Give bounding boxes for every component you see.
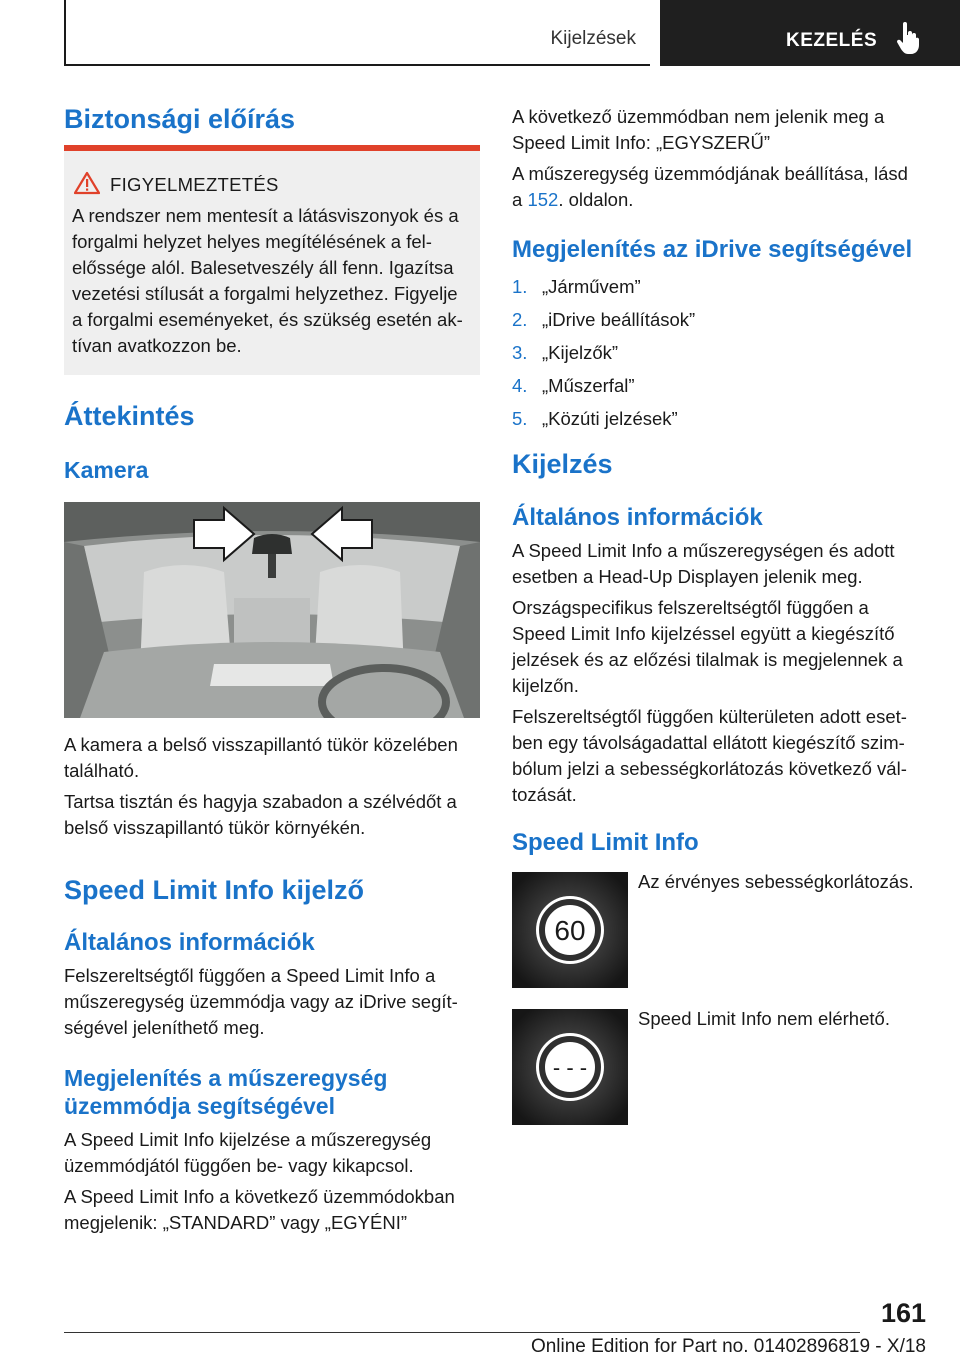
warning-line: előssége alól. Balesetveszély áll fenn. Igazítsa [72, 257, 454, 278]
text-line: esetben a Head-Up Displayen jelenik meg. [512, 566, 863, 587]
header-chapter-label: KEZELÉS [786, 30, 878, 51]
header-chapter-tab [660, 0, 960, 66]
step-text: „iDrive beállítások” [542, 309, 696, 330]
overview-heading: Áttekintés [64, 401, 195, 431]
text-line: kijelzőn. [512, 675, 579, 696]
header-section-title: Kijelzések [550, 28, 636, 49]
text-line: Speed Limit Info: „EGYSZERŰ” [512, 132, 771, 153]
general-info-text-2 [512, 595, 926, 699]
speed-limit-sign-icon [512, 872, 628, 988]
text-line: belső visszapillantó tükör környékén. [64, 817, 366, 838]
list-item [512, 270, 926, 303]
idrive-steps-list [512, 270, 926, 435]
display-heading: Kijelzés [512, 449, 613, 479]
text-line: A Speed Limit Info a következő üzemmódokban [64, 1186, 455, 1207]
safety-heading: Biztonsági előírás [64, 104, 296, 134]
step-text: „Járművem” [542, 276, 641, 297]
speed-limit-description: Az érvényes sebességkorlátozás. [638, 871, 914, 892]
warning-line: tívan avatkozzon be. [72, 335, 242, 356]
sli-display-heading: Speed Limit Info kijelző [64, 875, 365, 905]
warning-line: A rendszer nem mentesít a látásviszonyok és a [72, 205, 459, 226]
camera-heading: Kamera [64, 457, 149, 483]
heading-line: Megjelenítés a műszeregység [64, 1065, 388, 1091]
text-line: bólum jelzi a sebességkorlátozás következő vál- [512, 758, 907, 779]
cluster-mode-heading [64, 1064, 387, 1120]
intro-text [512, 104, 926, 156]
general-info-heading-left: Általános információk [64, 929, 315, 956]
speed-limit-unavailable-image [512, 1009, 628, 1125]
text-line: jelzések és az előzési tilalmak is megjelennek a [512, 649, 903, 670]
text-line: megjelenik: „STANDARD” vagy „EGYÉNI” [64, 1212, 408, 1233]
speed-limit-unavailable-value: - - - [552, 1055, 588, 1080]
warning-box [64, 145, 480, 375]
step-number: 5. [512, 408, 528, 429]
list-item [512, 336, 926, 369]
text-line: Felszereltségtől függően külterületen adott eset- [512, 706, 907, 727]
cluster-mode-text-2 [64, 1184, 480, 1236]
list-item [512, 369, 926, 402]
step-text: „Kijelzők” [542, 342, 619, 363]
general-info-text-left [64, 963, 480, 1041]
warning-line: a forgalmi eseményeket, és szükség esetén ak- [72, 309, 463, 330]
text-line: üzemmódjától függően be- vagy kikapcsol. [64, 1155, 414, 1176]
page-number: 161 [880, 1298, 926, 1328]
step-number: 4. [512, 375, 528, 396]
general-info-heading-right: Általános információk [512, 504, 763, 531]
warning-line: vezetési stílusát a forgalmi helyzethez. Figyelje [72, 283, 458, 304]
warning-text [72, 203, 476, 359]
text-line: A következő üzemmódban nem jelenik meg a [512, 106, 885, 127]
camera-illustration [64, 502, 480, 718]
text-line: ségével jeleníthető meg. [64, 1017, 265, 1038]
footer-edition: Online Edition for Part no. 01402896819 - X/18 [530, 1336, 926, 1357]
text-line: tozását. [512, 784, 577, 805]
idrive-heading: Megjelenítés az iDrive segítségével [512, 236, 913, 263]
warning-bar [64, 145, 480, 151]
step-number: 3. [512, 342, 528, 363]
page-reference-link[interactable]: 152 [527, 189, 559, 210]
step-text: „Műszerfal” [542, 375, 635, 396]
text-line: A Speed Limit Info a műszeregységen és adott [512, 540, 895, 561]
pointing-hand-icon [896, 22, 920, 54]
speed-limit-value: 60 [554, 915, 586, 946]
cluster-reference-text [512, 161, 926, 213]
step-text: „Közúti jelzések” [542, 408, 678, 429]
text-line: A Speed Limit Info kijelzése a műszeregység [64, 1129, 432, 1150]
footer-rule [64, 1332, 860, 1333]
step-number: 1. [512, 276, 528, 297]
text-line: Tartsa tisztán és hagyja szabadon a szélvédőt a [64, 791, 457, 812]
speed-limit-sign-image [512, 872, 628, 988]
text-fragment: . oldalon. [558, 189, 634, 210]
speed-limit-unavailable-description: Speed Limit Info nem elérhető. [638, 1008, 890, 1029]
text-line [512, 187, 926, 213]
warning-triangle-icon [74, 171, 100, 195]
general-info-text-3 [512, 704, 926, 808]
text-line: A műszeregység üzemmódjának beállítása, lásd [512, 163, 908, 184]
text-line: A kamera a belső visszapillantó tükör közelében [64, 734, 458, 755]
cluster-mode-text [64, 1127, 480, 1179]
step-number: 2. [512, 309, 528, 330]
text-line: található. [64, 760, 140, 781]
general-info-text-1 [512, 538, 926, 590]
camera-description [64, 732, 480, 784]
warning-title: FIGYELMEZTETÉS [110, 174, 279, 195]
text-line: ben egy távolságadattal ellátott kiegészítő szim- [512, 732, 905, 753]
list-item [512, 402, 926, 435]
camera-care-text [64, 789, 480, 841]
car-interior-drawing [64, 502, 480, 718]
speed-limit-unavailable-icon [512, 1009, 628, 1125]
warning-line: forgalmi helyzet helyes megítélésének a fel- [72, 231, 432, 252]
text-line: Felszereltségtől függően a Speed Limit Info a [64, 965, 436, 986]
sli-heading: Speed Limit Info [512, 829, 699, 856]
list-item [512, 303, 926, 336]
heading-line: üzemmódja segítségével [64, 1093, 335, 1119]
text-line: Speed Limit Info kijelzéssel együtt a kiegészítő [512, 623, 895, 644]
text-fragment: a [512, 189, 528, 210]
text-line: Országspecifikus felszereltségtől függően a [512, 597, 869, 618]
text-line: műszeregység üzemmódja vagy az iDrive segít- [64, 991, 458, 1012]
